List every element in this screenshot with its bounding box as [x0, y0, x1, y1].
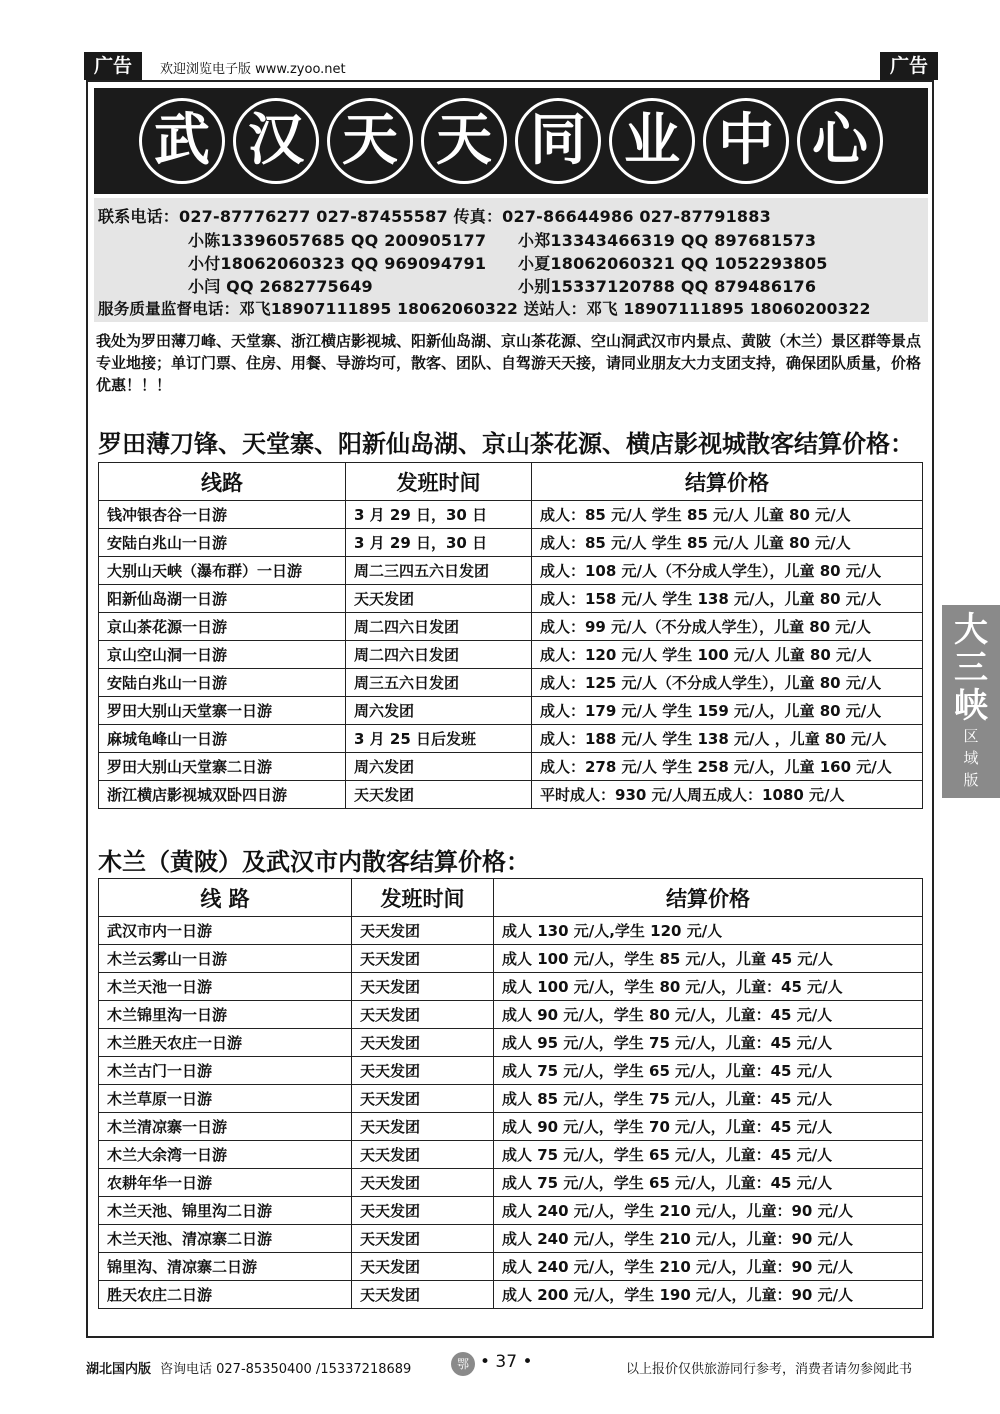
schedule-cell: 天天发团: [352, 1197, 494, 1225]
schedule-cell: 周三五六日发团: [346, 669, 532, 697]
banner-char: 天: [327, 98, 413, 184]
schedule-cell: 周二三四五六日发团: [346, 557, 532, 585]
price-cell: 成人：108 元/人（不分成人学生），儿童 80 元/人: [532, 557, 923, 585]
price-cell: 成人：278 元/人 学生 258 元/人，儿童 160 元/人: [532, 753, 923, 781]
price-cell: 成人：188 元/人 学生 138 元/人 ，儿童 80 元/人: [532, 725, 923, 753]
table-row: [99, 917, 923, 945]
route-cell: 木兰云雾山一日游: [99, 945, 352, 973]
schedule-cell: 周二四六日发团: [346, 641, 532, 669]
ad-tag-left: 广告: [84, 52, 142, 80]
side-tab-char: 峡: [954, 686, 988, 726]
route-cell: 京山茶花源一日游: [99, 613, 346, 641]
banner-char: 同: [515, 98, 601, 184]
page-number: • 37 •: [480, 1352, 533, 1372]
price-table-2: [98, 878, 923, 1309]
banner-char: 武: [139, 98, 225, 184]
table-row: [99, 1225, 923, 1253]
contact-phone-line: 联系电话：027-87776277 027-87455587 传真：027-86644986 027-87791883: [98, 207, 771, 226]
contact-block: [94, 198, 928, 322]
side-tab-char: 域: [963, 749, 979, 767]
route-cell: 罗田大别山天堂寨一日游: [99, 697, 346, 725]
footer-edition: 湖北国内版: [86, 1362, 152, 1377]
price-cell: 成人 100 元/人，学生 80 元/人，儿童：45 元/人: [494, 973, 923, 1001]
price-cell: 成人 85 元/人，学生 75 元/人，儿童：45 元/人: [494, 1085, 923, 1113]
contact-person: 小闫 QQ 2682775649: [188, 277, 373, 296]
schedule-cell: 天天发团: [346, 781, 532, 809]
route-cell: 木兰清凉寨一日游: [99, 1113, 352, 1141]
schedule-cell: 天天发团: [352, 1029, 494, 1057]
table-row: [99, 1057, 923, 1085]
price-cell: 成人 130 元/人,学生 120 元/人: [494, 917, 923, 945]
route-cell: 木兰大余湾一日游: [99, 1141, 352, 1169]
route-cell: 武汉市内一日游: [99, 917, 352, 945]
table-row: [99, 1197, 923, 1225]
price-cell: 成人 75 元/人，学生 65 元/人，儿童：45 元/人: [494, 1169, 923, 1197]
table-row: [99, 557, 923, 585]
table-row: [99, 669, 923, 697]
table-row: [99, 781, 923, 809]
route-cell: 木兰锦里沟一日游: [99, 1001, 352, 1029]
table-row: [99, 945, 923, 973]
route-cell: 罗田大别山天堂寨二日游: [99, 753, 346, 781]
table-row: [99, 641, 923, 669]
title-banner: [94, 88, 928, 194]
col-header-price: 结算价格: [494, 879, 923, 917]
schedule-cell: 3 月 29 日，30 日: [346, 529, 532, 557]
schedule-cell: 天天发团: [352, 1253, 494, 1281]
col-header-schedule: 发班时间: [346, 463, 532, 501]
route-cell: 木兰天池一日游: [99, 973, 352, 1001]
table-row: [99, 1141, 923, 1169]
schedule-cell: 周六发团: [346, 753, 532, 781]
table-row: [99, 697, 923, 725]
route-cell: 浙江横店影视城双卧四日游: [99, 781, 346, 809]
table-row: [99, 613, 923, 641]
schedule-cell: 3 月 29 日，30 日: [346, 501, 532, 529]
contact-person: 小付18062060323 QQ 969094791: [188, 254, 487, 273]
contact-person: 小别15337120788 QQ 879486176: [518, 277, 817, 296]
welcome-text: 欢迎浏览电子版 www.zyoo.net: [160, 62, 346, 77]
footer-disclaimer: 以上报价仅供旅游同行参考，消费者请勿参阅此书: [626, 1362, 913, 1377]
route-cell: 安陆白兆山一日游: [99, 529, 346, 557]
price-cell: 成人 75 元/人，学生 65 元/人，儿童：45 元/人: [494, 1141, 923, 1169]
price-cell: 成人：158 元/人 学生 138 元/人，儿童 80 元/人: [532, 585, 923, 613]
price-cell: 成人：85 元/人 学生 85 元/人 儿童 80 元/人: [532, 529, 923, 557]
contact-person: 小郑13343466319 QQ 897681573: [518, 231, 817, 250]
schedule-cell: 天天发团: [352, 1085, 494, 1113]
table-row: [99, 529, 923, 557]
route-cell: 农耕年华一日游: [99, 1169, 352, 1197]
col-header-route: 线 路: [99, 879, 352, 917]
table-row: [99, 1085, 923, 1113]
price-cell: 成人 100 元/人，学生 85 元/人，儿童 45 元/人: [494, 945, 923, 973]
price-cell: 成人 75 元/人，学生 65 元/人，儿童：45 元/人: [494, 1057, 923, 1085]
banner-char: 业: [609, 98, 695, 184]
table-row: [99, 1029, 923, 1057]
route-cell: 阳新仙岛湖一日游: [99, 585, 346, 613]
side-tab-char: 版: [963, 771, 979, 789]
col-header-schedule: 发班时间: [352, 879, 494, 917]
route-cell: 安陆白兆山一日游: [99, 669, 346, 697]
schedule-cell: 天天发团: [352, 1281, 494, 1309]
table-row: [99, 1001, 923, 1029]
contact-person: 小陈13396057685 QQ 200905177: [188, 231, 487, 250]
col-header-route: 线路: [99, 463, 346, 501]
price-cell: 成人：85 元/人 学生 85 元/人 儿童 80 元/人: [532, 501, 923, 529]
schedule-cell: 天天发团: [352, 1057, 494, 1085]
route-cell: 胜天农庄二日游: [99, 1281, 352, 1309]
route-cell: 木兰天池、锦里沟二日游: [99, 1197, 352, 1225]
price-cell: 成人：125 元/人（不分成人学生），儿童 80 元/人: [532, 669, 923, 697]
table-row: [99, 501, 923, 529]
schedule-cell: 天天发团: [346, 585, 532, 613]
price-cell: 成人：99 元/人（不分成人学生），儿童 80 元/人: [532, 613, 923, 641]
route-cell: 大别山天峡（瀑布群）一日游: [99, 557, 346, 585]
table-row: [99, 1113, 923, 1141]
schedule-cell: 天天发团: [352, 945, 494, 973]
price-cell: 成人：120 元/人 学生 100 元/人 儿童 80 元/人: [532, 641, 923, 669]
banner-char: 天: [421, 98, 507, 184]
contact-person: 小夏18062060321 QQ 1052293805: [518, 254, 828, 273]
ad-tag-right: 广告: [880, 52, 938, 80]
side-tab-char: 区: [963, 727, 979, 745]
footer-contact: 咨询电话 027-85350400 /15337218689: [160, 1362, 412, 1377]
route-cell: 京山空山洞一日游: [99, 641, 346, 669]
price-cell: 平时成人：930 元/人周五成人：1080 元/人: [532, 781, 923, 809]
schedule-cell: 天天发团: [352, 1001, 494, 1029]
schedule-cell: 天天发团: [352, 1113, 494, 1141]
schedule-cell: 周六发团: [346, 697, 532, 725]
side-tab-char: 三: [954, 648, 988, 688]
price-cell: 成人 240 元/人，学生 210 元/人，儿童：90 元/人: [494, 1253, 923, 1281]
schedule-cell: 3 月 25 日后发班: [346, 725, 532, 753]
section1-title: 罗田薄刀锋、天堂寨、阳新仙岛湖、京山茶花源、横店影视城散客结算价格：: [98, 430, 914, 458]
intro-text: 我处为罗田薄刀峰、天堂寨、浙江横店影视城、阳新仙岛湖、京山茶花源、空山洞武汉市内景点、黄陂（木兰）景区群等景点专业地接；单订门票、住房、用餐、导游均可，散客、团队、自驾游天天接，请同业朋友大力支团支持，确保团队质量，价格优惠！！！: [96, 332, 922, 394]
table-row: [99, 973, 923, 1001]
col-header-price: 结算价格: [532, 463, 923, 501]
route-cell: 木兰草原一日游: [99, 1085, 352, 1113]
side-tab-char: 大: [954, 610, 988, 650]
route-cell: 木兰古门一日游: [99, 1057, 352, 1085]
banner-char: 汉: [233, 98, 319, 184]
price-table-1: [98, 462, 923, 809]
price-cell: 成人 240 元/人，学生 210 元/人，儿童：90 元/人: [494, 1225, 923, 1253]
table-row: [99, 725, 923, 753]
table-row: [99, 1169, 923, 1197]
schedule-cell: 天天发团: [352, 917, 494, 945]
supervision-line: 服务质量监督电话：邓飞18907111895 18062060322 送站人：邓飞 18907111895 18060200322: [98, 300, 871, 318]
banner-char: 心: [797, 98, 883, 184]
route-cell: 钱冲银杏谷一日游: [99, 501, 346, 529]
region-side-tab: [942, 605, 1000, 798]
route-cell: 木兰天池、清凉寨二日游: [99, 1225, 352, 1253]
table-row: [99, 1281, 923, 1309]
schedule-cell: 天天发团: [352, 1225, 494, 1253]
banner-char: 中: [703, 98, 789, 184]
schedule-cell: 周二四六日发团: [346, 613, 532, 641]
price-cell: 成人：179 元/人 学生 159 元/人，儿童 80 元/人: [532, 697, 923, 725]
route-cell: 锦里沟、清凉寨二日游: [99, 1253, 352, 1281]
province-badge: 鄂: [451, 1352, 475, 1376]
section2-title: 木兰（黄陂）及武汉市内散客结算价格：: [98, 848, 530, 876]
price-cell: 成人 90 元/人，学生 70 元/人，儿童：45 元/人: [494, 1113, 923, 1141]
price-cell: 成人 240 元/人，学生 210 元/人，儿童：90 元/人: [494, 1197, 923, 1225]
route-cell: 麻城龟峰山一日游: [99, 725, 346, 753]
table-row: [99, 1253, 923, 1281]
table-row: [99, 753, 923, 781]
table-row: [99, 585, 923, 613]
schedule-cell: 天天发团: [352, 1169, 494, 1197]
price-cell: 成人 200 元/人，学生 190 元/人，儿童：90 元/人: [494, 1281, 923, 1309]
price-cell: 成人 95 元/人，学生 75 元/人，儿童：45 元/人: [494, 1029, 923, 1057]
route-cell: 木兰胜天农庄一日游: [99, 1029, 352, 1057]
schedule-cell: 天天发团: [352, 973, 494, 1001]
schedule-cell: 天天发团: [352, 1141, 494, 1169]
price-cell: 成人 90 元/人，学生 80 元/人，儿童：45 元/人: [494, 1001, 923, 1029]
